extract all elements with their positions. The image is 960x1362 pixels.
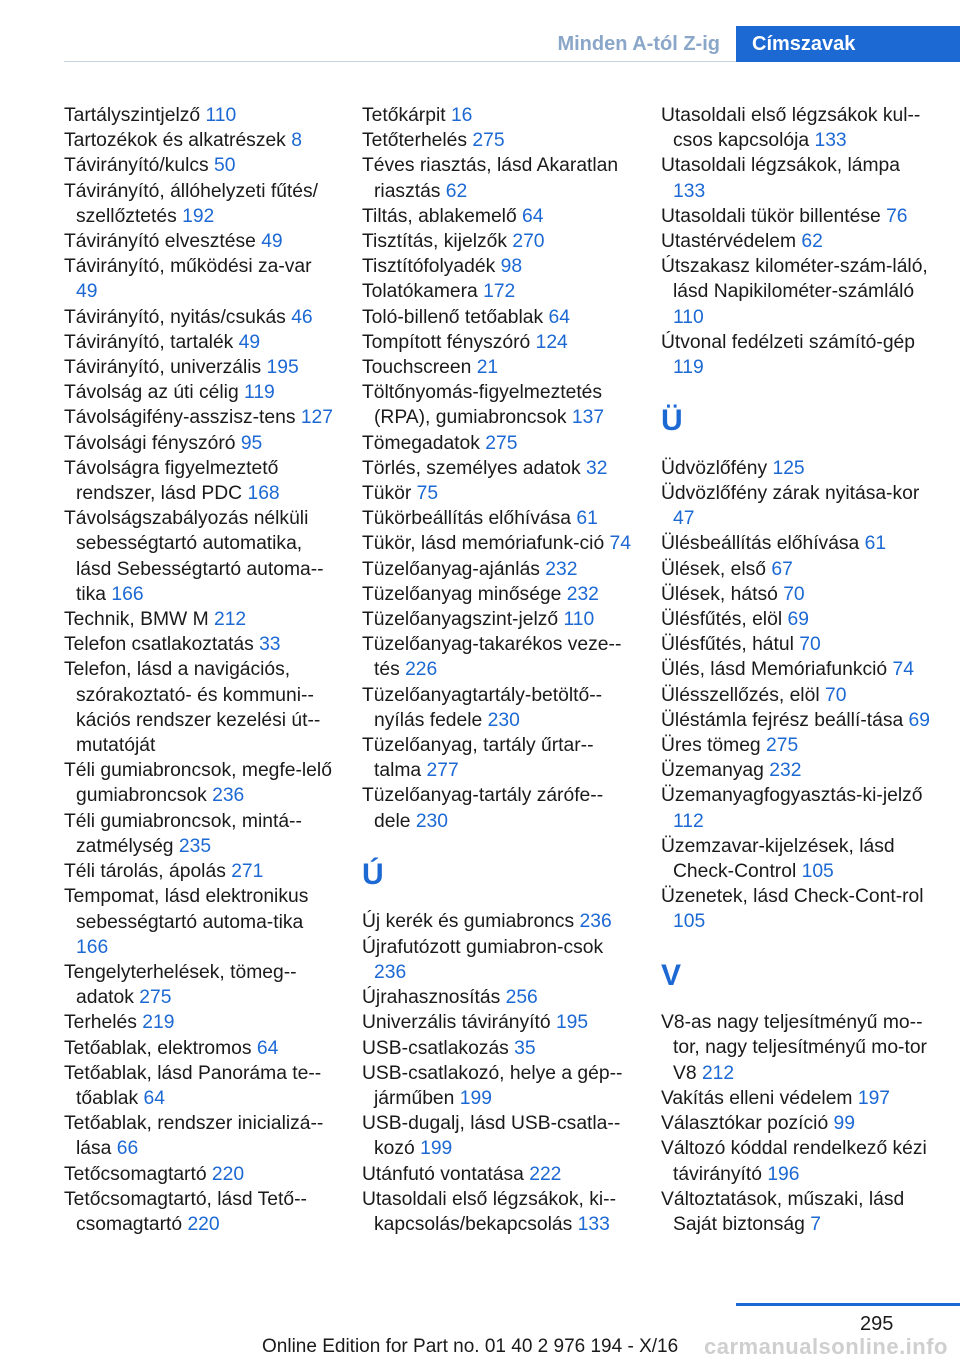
watermark: carmanualsonline.info [704, 1334, 948, 1359]
index-entry [64, 1187, 334, 1237]
page-reference-link[interactable]: 74 [609, 533, 631, 555]
index-entry [64, 1111, 334, 1161]
entry-term: Tüzelőanyagtartály-betöltő-nyílás fedele [362, 684, 603, 731]
index-entry [661, 1086, 931, 1111]
index-entry [661, 1187, 931, 1237]
page-reference-link[interactable]: 236 [212, 785, 245, 807]
entry-term: Utánfutó vontatása [362, 1163, 530, 1185]
index-entry [661, 758, 931, 783]
index-entry [64, 632, 334, 657]
entry-term: USB-csatlakozás [362, 1037, 515, 1059]
entry-term: Tükörbeállítás előhívása [362, 508, 577, 530]
page-reference-link[interactable]: 64 [548, 306, 570, 328]
index-entry [362, 380, 632, 430]
entry-term: Távolságra figyelmeztető rendszer, lásd PDC [64, 457, 279, 505]
entry-term: Újrahasznosítás [362, 987, 506, 1009]
entry-term: Távolságifény-asszisz-tens [64, 407, 301, 429]
index-entry [661, 254, 931, 330]
entry-term: Tisztítás, kijelzők [362, 231, 513, 253]
entry-term: Üzemanyagfogyasztás-ki-jelző [661, 785, 923, 807]
page-reference-link[interactable]: 275 [139, 987, 172, 1009]
index-entry [661, 783, 931, 833]
index-entry [64, 884, 334, 960]
page-reference-link[interactable]: 70 [824, 684, 847, 706]
entry-term: Tüzelőanyag-takarékos veze-tés [362, 634, 622, 681]
index-column-3 [661, 103, 931, 1237]
page-reference-link[interactable]: 235 [178, 835, 212, 857]
entry-term: Tüzelőanyag minősége [362, 583, 567, 605]
page-reference-link[interactable]: 64 [256, 1037, 279, 1059]
page-reference-link[interactable]: 133 [673, 180, 706, 202]
entry-term: Téli gumiabroncsok, mintá-zatmélység [64, 810, 302, 857]
page-reference-link[interactable]: 21 [476, 357, 499, 379]
index-entry [661, 1010, 931, 1086]
entry-term: Törlés, személyes adatok [362, 457, 586, 479]
entry-term: Telefon csatlakoztatás [64, 634, 260, 656]
index-entry [64, 960, 334, 1010]
entry-term: Tetőkárpit [362, 105, 451, 126]
page-reference-link[interactable]: 49 [261, 231, 283, 253]
index-entry [661, 657, 931, 682]
entry-term: Utasoldali tükör billentése [661, 205, 887, 227]
entry-term: Ülésszellőzés, elöl [661, 684, 825, 706]
page-number: 295 [860, 1313, 894, 1335]
entry-term: Távirányító elvesztése [64, 231, 262, 253]
page-reference-link[interactable]: 69 [908, 709, 930, 731]
entry-term: Üres tömeg [661, 735, 767, 757]
index-entry [64, 456, 334, 506]
index-entry [64, 431, 334, 456]
entry-term: Új kerék és gumiabroncs [362, 911, 580, 933]
page-reference-link[interactable]: 35 [514, 1037, 536, 1059]
entry-term: Touchscreen [362, 357, 477, 379]
entry-term: Tempomat, lásd elektronikus sebességtartó automa-tika [64, 886, 309, 933]
entry-term: Útvonal fedélzeti számító-gép [661, 331, 915, 353]
entry-term: Vakítás elleni védelem [661, 1087, 858, 1109]
index-entry [64, 657, 334, 758]
entry-term: Utastérvédelem [661, 231, 802, 253]
index-entry [64, 103, 334, 128]
page-reference-link[interactable]: 133 [577, 1213, 610, 1235]
page-reference-link[interactable]: 95 [240, 432, 263, 454]
index-entry [64, 1061, 334, 1111]
page-reference-link[interactable]: 62 [445, 180, 468, 202]
index-entry [64, 229, 334, 254]
page-reference-link[interactable]: 199 [420, 1138, 453, 1160]
page-reference-link[interactable]: 230 [487, 709, 520, 731]
page-reference-link[interactable]: 46 [291, 306, 313, 328]
page-reference-link[interactable]: 172 [483, 281, 516, 303]
entry-term: Utasoldali első légzsákok kul-csos kapcsolója [661, 105, 921, 152]
index-column-2 [362, 103, 632, 1237]
page-reference-link[interactable]: 74 [892, 659, 914, 681]
index-column-1 [64, 103, 334, 1237]
index-entry [64, 153, 334, 178]
page-reference-link[interactable]: 277 [426, 760, 459, 782]
page-reference-link[interactable]: 8 [291, 130, 302, 152]
page-reference-link[interactable]: 67 [771, 558, 793, 580]
entry-term: Ülések, első [661, 558, 772, 580]
entry-term: Tömegadatok [362, 432, 486, 454]
entry-term: Tükör, lásd memóriafunk-ció [362, 533, 610, 555]
index-entry [362, 128, 632, 153]
page-reference-link[interactable]: 222 [529, 1163, 562, 1185]
entry-term: USB-dugalj, lásd USB-csatla-kozó [362, 1113, 621, 1160]
entry-term: Útszakasz kilométer-szám-láló, lásd Napikilométer-számláló [661, 256, 928, 303]
page-reference-link[interactable]: 61 [864, 533, 887, 555]
entry-term: Tüzelőanyag, tartály űrtar-talma [362, 735, 594, 782]
entry-term: Tetőcsomagtartó, lásd Tető-csomagtartó [64, 1188, 307, 1235]
page-reference-link[interactable]: 98 [500, 256, 523, 278]
entry-term: Távirányító/kulcs [64, 155, 215, 177]
entry-term: Távirányító, nyitás/csukás [64, 306, 292, 328]
index-entry [362, 103, 632, 128]
index-entry [661, 531, 931, 556]
index-entry [362, 355, 632, 380]
page-reference-link[interactable]: 270 [512, 231, 545, 253]
page-reference-link[interactable]: 110 [205, 105, 237, 126]
index-entry [661, 632, 931, 657]
entry-term: Távolság az úti célig [64, 382, 245, 404]
page-reference-link[interactable]: 256 [505, 987, 538, 1009]
page-reference-link[interactable]: 32 [585, 457, 608, 479]
page-reference-link[interactable]: 49 [238, 331, 261, 353]
index-entry [64, 607, 334, 632]
entry-term: Ülésbeállítás előhívása [661, 533, 865, 555]
page-reference-link[interactable]: 119 [244, 382, 275, 404]
index-entry [661, 834, 931, 884]
page-reference-link[interactable]: 230 [415, 810, 448, 832]
entry-term: V8-as nagy teljesítményű mo-tor, nagy teljesítményű mo-tor V8 [661, 1012, 927, 1084]
index-entry [64, 305, 334, 330]
entry-term: Téves riasztás, lásd Akaratlan riasztás [362, 155, 619, 202]
page-reference-link[interactable]: 76 [886, 205, 908, 227]
index-entry [362, 254, 632, 279]
index-entry [661, 1136, 931, 1186]
page-reference-link[interactable]: 226 [405, 659, 438, 681]
index-entry [362, 1111, 632, 1161]
entry-term: Tüzelőanyag-ajánlás [362, 558, 546, 580]
entry-term: Utasoldali első légzsákok, ki-kapcsolás/bekapcsolás [362, 1188, 616, 1235]
entry-term: Választókar pozíció [661, 1113, 834, 1135]
index-entry [661, 607, 931, 632]
entry-term: Toló-billenő tetőablak [362, 306, 549, 328]
page-reference-link[interactable]: 219 [142, 1012, 175, 1034]
page-reference-link[interactable]: 275 [485, 432, 518, 454]
page-reference-link[interactable]: 196 [767, 1163, 800, 1185]
page-reference-link[interactable]: 166 [76, 936, 109, 958]
page-reference-link[interactable]: 66 [116, 1138, 139, 1160]
page-reference-link[interactable]: 236 [374, 961, 407, 983]
index-entry [362, 229, 632, 254]
entry-term: Üdvözlőfény [661, 457, 773, 479]
index-entry [64, 380, 334, 405]
page-reference-link[interactable]: 119 [673, 357, 704, 379]
entry-term: Változtatások, műszaki, lásd Saját biztonság [661, 1188, 905, 1235]
page-reference-link[interactable]: 70 [799, 634, 821, 656]
index-entry [362, 431, 632, 456]
index-entry [64, 1162, 334, 1187]
entry-term: Tolatókamera [362, 281, 484, 303]
page-reference-link[interactable]: 275 [766, 735, 799, 757]
entry-term: Technik, BMW M [64, 609, 214, 631]
index-entry [661, 733, 931, 758]
page-reference-link[interactable]: 220 [187, 1213, 220, 1235]
index-entry [362, 632, 632, 682]
entry-term: Tetőterhelés [362, 130, 473, 152]
index-entry [661, 1111, 931, 1136]
index-entry [64, 506, 334, 607]
index-entry [64, 254, 334, 304]
index-entry [362, 985, 632, 1010]
entry-term: Tükör [362, 483, 417, 505]
entry-term: Üléstámla fejrész beállí-tása [661, 709, 909, 731]
entry-term: Újrafutózott gumiabron-csok [362, 936, 604, 958]
entry-term: Távolságszabályozás nélküli sebességtartó automatika, lásd Sebességtartó automa-tika [64, 508, 324, 605]
page-reference-link[interactable]: 166 [111, 583, 144, 605]
entry-term: Telefon, lásd a navigációs, szórakoztató- és kommuni-kációs rendszer kezelési út-mutatóját [64, 659, 321, 757]
edition-line: Online Edition for Part no. 01 40 2 976 194 - X/16 [262, 1336, 679, 1357]
page-reference-link[interactable]: 47 [673, 508, 695, 530]
page-reference-link[interactable]: 110 [563, 609, 595, 631]
index-entry [362, 582, 632, 607]
page-reference-link[interactable]: 75 [416, 483, 439, 505]
index-entry [362, 204, 632, 229]
index-entry [661, 330, 931, 380]
entry-term: Távirányító, tartalék [64, 331, 239, 353]
index-entry [64, 859, 334, 884]
entry-term: Tartozékok és alkatrészek [64, 130, 292, 152]
entry-term: Távolsági fényszóró [64, 432, 241, 454]
entry-term: Ülés, lásd Memóriafunkció [661, 659, 893, 681]
entry-term: Univerzális távirányító [362, 1012, 556, 1034]
index-entry [362, 607, 632, 632]
index-entry [661, 456, 931, 481]
index-entry [661, 557, 931, 582]
page-reference-link[interactable]: 125 [772, 457, 805, 479]
index-entry [661, 683, 931, 708]
entry-term: Tetőablak, lásd Panoráma te-tőablak [64, 1062, 322, 1109]
index-entry [362, 1036, 632, 1061]
page-reference-link[interactable]: 195 [266, 357, 299, 379]
letter-heading: Ü [661, 404, 683, 438]
entry-term: Tetőcsomagtartó [64, 1163, 212, 1185]
entry-term: Üzemzavar-kijelzések, lásd Check-Control [661, 835, 895, 883]
page-reference-link[interactable]: 168 [247, 483, 280, 505]
page-reference-link[interactable]: 195 [555, 1012, 589, 1034]
page-reference-link[interactable]: 197 [857, 1087, 891, 1109]
entry-term: Tompított fényszóró [362, 331, 536, 353]
page-reference-link[interactable]: 69 [787, 609, 809, 631]
page-reference-link[interactable]: 112 [673, 810, 704, 832]
page-reference-link[interactable]: 99 [833, 1113, 855, 1135]
index-entry [64, 405, 334, 430]
index-entry [362, 1010, 632, 1035]
page-reference-link[interactable]: 192 [182, 205, 215, 227]
entry-term: Tetőablak, rendszer inicializá-lása [64, 1113, 324, 1160]
page-reference-link[interactable]: 70 [783, 583, 805, 605]
entry-term: Terhelés [64, 1012, 143, 1034]
entry-term: Távirányító, működési za-var [64, 256, 312, 278]
entry-term: Ülésfűtés, hátul [661, 634, 800, 656]
index-entry [661, 204, 931, 229]
page-reference-link[interactable]: 271 [231, 861, 264, 883]
page-reference-link[interactable]: 232 [545, 558, 578, 580]
index-entry [362, 531, 632, 556]
index-entry [362, 305, 632, 330]
chapter-tab: Címszavak [736, 26, 960, 62]
page-reference-link[interactable]: 50 [214, 155, 236, 177]
index-entry [64, 355, 334, 380]
page-reference-link[interactable]: 33 [259, 634, 281, 656]
index-entry [661, 481, 931, 531]
index-entry [362, 1162, 632, 1187]
entry-term: Változó kóddal rendelkező kézi távirányító [661, 1138, 927, 1185]
index-entry [362, 683, 632, 733]
entry-term: Utasoldali légzsákok, lámpa [661, 155, 900, 177]
entry-term: Tartályszintjelző [64, 105, 206, 126]
entry-term: Téli gumiabroncsok, megfe-lelő gumiabroncsok [64, 760, 332, 807]
entry-term: Távirányító, univerzális [64, 357, 267, 379]
page-header [0, 0, 960, 62]
index-entry [362, 1187, 632, 1237]
index-entry [362, 557, 632, 582]
header-divider [64, 61, 736, 62]
section-title: Minden A-tól Z-ig [557, 33, 720, 55]
entry-term: Távirányító, állóhelyzeti fűtés/​szellőztetés [64, 180, 318, 227]
index-entry [661, 229, 931, 254]
page-reference-link[interactable]: 49 [76, 281, 98, 303]
page-reference-link[interactable]: 137 [571, 407, 605, 429]
page-reference-link[interactable]: 212 [213, 609, 247, 631]
index-entry [362, 279, 632, 304]
page-reference-link[interactable]: 127 [300, 407, 333, 429]
index-entry [661, 582, 931, 607]
entry-term: Töltőnyomás-figyelmeztetés (RPA), gumiabroncsok [362, 382, 603, 429]
entry-term: Tengelyterhelések, tömeg-adatok [64, 961, 297, 1009]
index-entry [661, 153, 931, 203]
index-entry [661, 884, 931, 934]
letter-heading: V [661, 958, 682, 992]
entry-term: Üdvözlőfény zárak nyitása-kor [661, 483, 920, 505]
index-entry [362, 506, 632, 531]
page-reference-link[interactable]: 212 [701, 1062, 735, 1084]
index-entry [362, 153, 632, 203]
index-entry [362, 330, 632, 355]
index-entry [362, 456, 632, 481]
entry-term: Tüzelőanyag-tartály zárófe-dele [362, 785, 604, 832]
index-entry [64, 330, 334, 355]
entry-term: Tetőablak, elektromos [64, 1037, 257, 1059]
entry-term: Tiltás, ablakemelő [362, 205, 523, 227]
index-entry [64, 1036, 334, 1061]
index-entry [64, 809, 334, 859]
page-reference-link[interactable]: 7 [810, 1213, 821, 1235]
index-entry [64, 179, 334, 229]
index-entry [362, 909, 632, 934]
page-reference-link[interactable]: 105 [801, 861, 834, 883]
footer-accent-bar [736, 1303, 960, 1306]
letter-heading: Ú [362, 857, 384, 891]
entry-term: Tisztítófolyadék [362, 256, 501, 278]
index-entry [362, 935, 632, 985]
index-entry [362, 733, 632, 783]
entry-term: Üzemanyag [661, 760, 770, 782]
page-reference-link[interactable]: 232 [769, 760, 802, 782]
page-reference-link[interactable]: 124 [535, 331, 568, 353]
page-reference-link[interactable]: 62 [801, 231, 823, 253]
page-reference-link[interactable]: 275 [472, 130, 505, 152]
page-reference-link[interactable]: 199 [459, 1087, 492, 1109]
index-entry [362, 481, 632, 506]
entry-term: Téli tárolás, ápolás [64, 861, 232, 883]
entry-term: Üzenetek, lásd Check-Cont-rol [661, 886, 924, 908]
page-reference-link[interactable]: 64 [143, 1087, 165, 1109]
index-entry [64, 128, 334, 153]
index-entry [362, 783, 632, 833]
page-reference-link[interactable]: 232 [566, 583, 599, 605]
page-reference-link[interactable]: 16 [450, 105, 473, 126]
page-reference-link[interactable]: 64 [522, 205, 544, 227]
entry-term: USB-csatlakozó, helye a gép-járműben [362, 1062, 623, 1109]
index-entry [661, 708, 931, 733]
entry-term: Ülésfűtés, elöl [661, 609, 788, 631]
index-entry [64, 1010, 334, 1035]
page-reference-link[interactable]: 133 [814, 130, 847, 152]
page-reference-link[interactable]: 61 [576, 508, 598, 530]
entry-term: Tüzelőanyagszint-jelző [362, 609, 564, 631]
page-reference-link[interactable]: 236 [579, 911, 612, 933]
index-entry [362, 1061, 632, 1111]
index-entry [661, 103, 931, 153]
page-reference-link[interactable]: 105 [673, 911, 706, 933]
entry-term: Ülések, hátsó [661, 583, 784, 605]
index-entry [64, 758, 334, 808]
page-reference-link[interactable]: 220 [211, 1163, 245, 1185]
page-reference-link[interactable]: 110 [673, 306, 704, 328]
